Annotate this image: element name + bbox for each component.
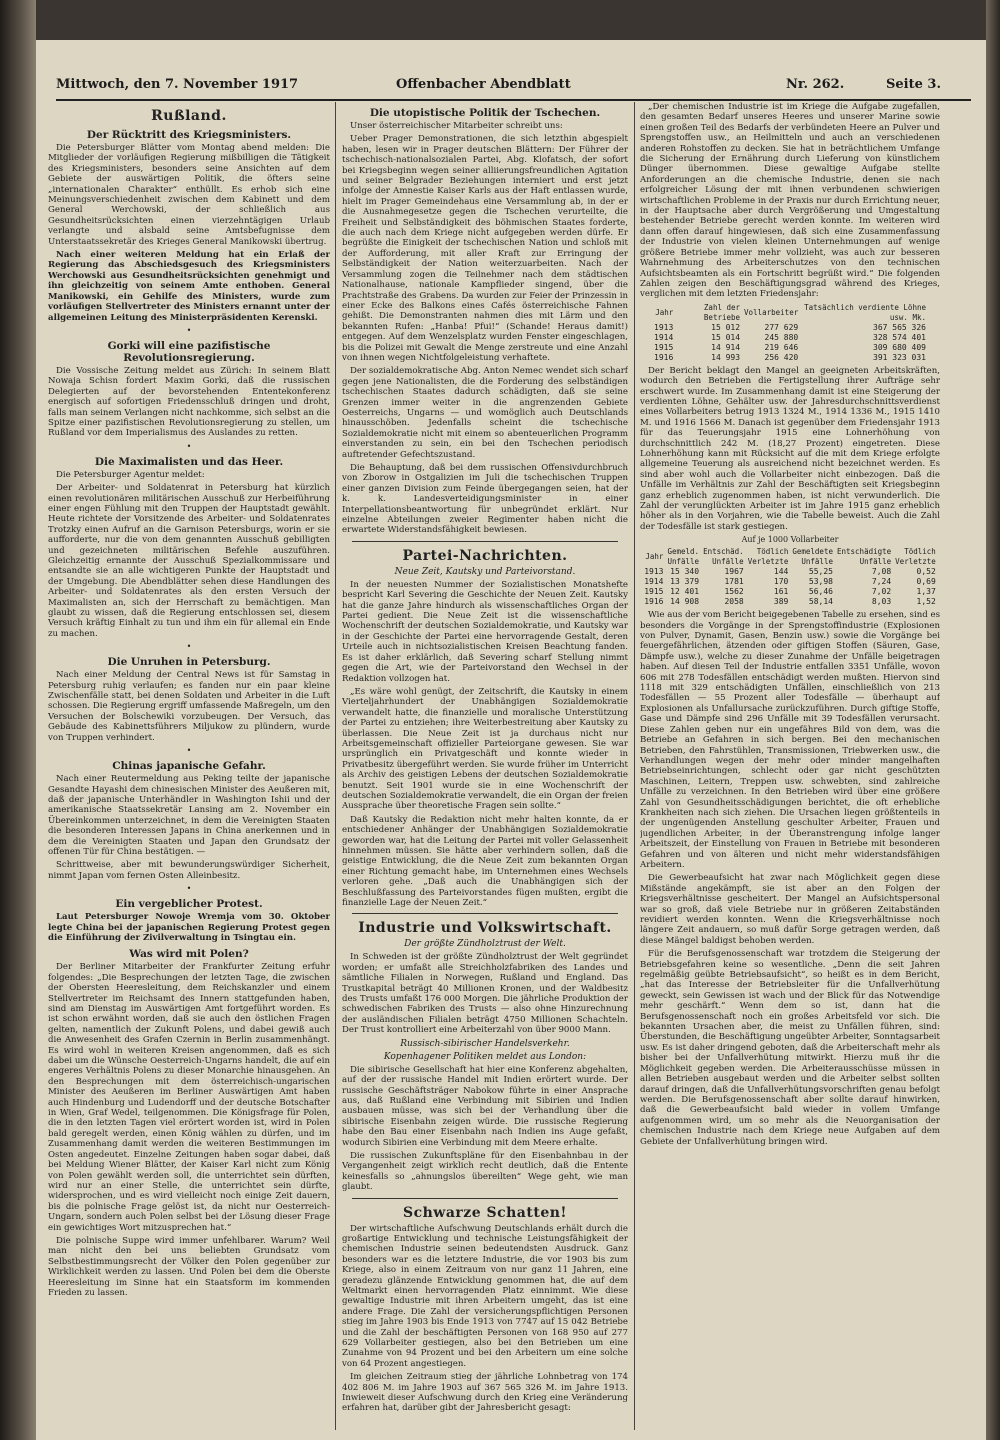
column-rule (634, 102, 635, 1430)
table-cell: 7,24 (871, 577, 892, 587)
table-row (652, 353, 928, 363)
table-row (652, 323, 928, 333)
masthead-paper: Offenbacher Abendblatt (396, 77, 571, 92)
table-header-cell: Entschädigte Unfälle (836, 547, 892, 567)
headline-russland: Rußland. (151, 108, 227, 124)
table-cell: 219 646 (764, 342, 799, 352)
table-row (642, 597, 938, 607)
table-cell: 15 012 (711, 322, 741, 332)
table-cell: 14 908 (670, 597, 700, 607)
paragraph: Unser österreichischer Mitarbeiter schreibt uns: (350, 121, 563, 131)
table-cell: 1,37 (916, 587, 936, 597)
headline-maximalisten: Die Maximalisten und das Heer. (94, 455, 284, 468)
table-cell: 14 993 (711, 352, 741, 362)
headline-unruhen: Die Unruhen in Petersburg. (107, 656, 271, 669)
table-row (642, 587, 938, 597)
table-cell: 56,46 (808, 587, 833, 597)
table-cell: 1914 (654, 332, 674, 342)
headline-polen: Was wird mit Polen? (129, 948, 249, 961)
table-header-cell: Tödlich Verletzte (747, 547, 789, 567)
paragraph: Die Petersburger Blätter vom Montag abend melden: Die Mitglieder der vorläufigen Regierung mißbilligen die Tätigkeit des Kriegsministers, besonders seine Ansichten auf dem Gebiete der auswärtigen Politik, die öfters seine „internationalen Charakter“ enthüllt. Es erhob sich eine Meinungsverschiedenheit zwischen dem Kabinett und dem General Werchowski, der schließlich aus Gesundheitsrücksichten einen vierzehntägigen Urlaub verlangte und alsbald seine Amtsbefugnisse dem Unterstaatssekretär des Krieges General Manikowski übertrug. (48, 143, 330, 247)
paragraph: Der Arbeiter- und Soldatenrat in Petersburg hat kürzlich einen revolutionären militärischen Ausschuß zur Herbeiführung einer engen Fühlung mit den Truppen der Hauptstadt gewählt. Heute richtete der Vorsitzende des Arbeiter- und Soldatenrates Trotzky einen Aufruf an die Garnison Petersburgs, worin er sie aufforderte, nur die von dem genannten Ausschuß gebilligten und gezeichneten militärischen Befehle auszuführen. Gleichzeitig ernannte der Ausschuß Spezialkommissare und entsandte sie an alle wichtigeren Punkte der Hauptstadt und der Umgebung. Die Abendblätter sehen diese Handlungen des Arbeiter- und Soldatenrates als den ersten Versuch der Maximalisten an, sich der Herrschaft zu bemächtigen. Man glaubt zu wissen, daß die Regierung entschlossen sei, diesem Versuch kräftig Einhalt zu tun und ihm ein für allemal ein Ende zu machen. (48, 483, 330, 639)
paragraph: Der wirtschaftliche Aufschwung Deutschlands erhält durch die großartige Entwicklung und technische Leistungsfähigkeit der chemischen Industrie seinen bedeutendsten Ausdruck. Ganz besonders war es die letztere Industrie, die vor 1903 bis zum Kriege, also in einem Zeitraum von nur ganz 11 Jahren, eine geradezu glänzende Entwicklung genommen hat, die auf dem Weltmarkt einen hervorragenden Platz einnimmt. Wie diese gewaltige Industrie mit ihren Arbeitern umgeht, das ist eine andere Frage. Die Zahl der versicherungspflichtigen Personen stieg im Jahre 1903 bis Ende 1913 von 7747 auf 15 042 Betriebe und die Zahl der beschäftigten Personen von 168 950 auf 277 629 Vollarbeiter gestiegen, also bei den Betrieben um eine Zunahme von 94 Prozent und bei den Arbeitern um eine solche von 64 Prozent angestiegen. (342, 1223, 628, 1369)
book-binding (0, 0, 36, 1440)
table-cell: 1781 (724, 577, 744, 587)
paragraph: Die sibirische Gesellschaft hat hier eine Konferenz abgehalten, auf der der russische Handel mit Indien erörtert wurde. Der russische Geschäftsträger Nabokow führte in einer Ansprache aus, daß Rußland eine Verbindung mit Sibirien und Indien ausbauen müsse, was sich bei der Verhandlung über die sibirische Eisenbahn zeigen würde. Die russische Regierung habe den Bau einer Eisenbahn nach Indien ins Auge gefaßt, wodurch Sibirien eine Verbindung mit dem Meere erhalte. (342, 1064, 628, 1148)
table-cell: 245 880 (764, 332, 799, 342)
table-cell: 144 (773, 567, 789, 577)
paragraph: Die Behauptung, daß bei dem russischen Offensivdurchbruch von Zborow in Ostgalizien im Juli die tschechischen Truppen einer ganzen Division zum Feinde übergegangen seien, hat der k. k. Landesverteidigungsminister in einer Interpellationsbeantwortung für unbegründet erklärt. Nur einzelne Abteilungen zweier Regimenter haben nicht die erwartete Widerstandsfähigkeit bewiesen. (342, 463, 628, 536)
table-header-cell: Jahr (655, 307, 674, 317)
headline-tschechen: Die utopistische Politik der Tschechen. (369, 107, 601, 119)
masthead-number: Nr. 262. (786, 77, 845, 92)
paragraph: Nach einer Meldung der Central News ist für Samstag in Petersburg ruhig verlaufen; es fanden nur ein paar kleine Zwischenfälle statt, bei denen Soldaten und Arbeiter in die Luft schossen. Die Regierung ergriff umfassende Maßregeln, um den Versuchen der Bolschewiki vorzubeugen. Der Versuch, das Gebäude des Kabinettsführers Miljukow zu plündern, wurde von Truppen verhindert. (48, 670, 330, 743)
subhead-neue-zeit: Neue Zeit, Kautsky und Parteivorstand. (394, 566, 576, 577)
table-cell: 170 (773, 577, 789, 587)
masthead-date: Mittwoch, den 7. November 1917 (56, 77, 299, 92)
paragraph: Der Bericht beklagt den Mangel an geeigneten Arbeitskräften, wodurch den Betrieben die Fertigstellung ihrer Aufträge sehr erschwert wurde. Im Zusammenhang damit ist eine Steigerung der verdienten Löhne, Gehälter usw. der Jahresdurchschnittsverdienst eines Vollarbeiters betrug 1913 1324 M., 1914 1336 M., 1915 1410 M. und 1916 1566 M. Danach ist gegenüber dem Friedensjahr 1913 für das Teuerungsjahr 1915 eine Lohnerhöhung von durchschnittlich 242 M. (18,27 Prozent) eingetreten. Diese Lohnerhöhung kann mit Rücksicht auf die mit dem Kriege erfolgte allgemeine Teuerung als ausreichend nicht bezeichnet werden. Es sind aber wohl auch die Vollarbeiter nicht einbezogen. Daß die Unfälle im Verhältnis zur Zahl der Beschäftigten seit Kriegsbeginn ganz erheblich zugenommen haben, ist nicht verwunderlich. Die Zahl der verunglückten Arbeiter ist im Jahre 1915 ganz erheblich höher als in den Vorjahren, wie die Tabelle beweist. Auch die Zahl der Todesfälle ist stark gestiegen. (640, 365, 940, 532)
table-cell: 1967 (724, 567, 744, 577)
paragraph: Der sozialdemokratische Abg. Anton Nemec wendet sich scharf gegen jene Nationalisten, die die Forderung des selbständigen tschechischen Staates dadurch schädigten, daß sie seine Grenzen immer weiter in die angrenzenden Gebiete Oesterreichs, Ungarns — und womöglich auch Deutschlands hinausschöben. Jedenfalls scheint die tschechische Sozialdemokratie nicht mit einem so abenteuerlichen Programm einverstanden zu sein, ein bei den Tschechen periodisch auftretender Gefechtszustand. (342, 366, 628, 460)
table-cell: 256 420 (764, 352, 799, 362)
table-cell: 55,25 (808, 567, 833, 577)
column-3 (640, 102, 940, 1430)
divider-star: • (186, 441, 192, 451)
table-row (652, 333, 928, 343)
table-cell: 1562 (724, 587, 744, 597)
table-caption: Auf je 1000 Vollarbeiter (741, 535, 839, 545)
subhead-kopenhagen: Kopenhagener Politiken meldet aus London: (383, 1051, 587, 1062)
table-cell: 13 379 (670, 577, 700, 587)
paragraph: „Der chemischen Industrie ist im Kriege die Aufgabe zugefallen, den gesamten Bedarf unseres Heeres und unserer Marine sowie einen großen Teil des Bedarfs der verbündeten Heere an Pulver und Sprengstoffen usw., an Heilmitteln und auch an verschiedenen anderen Rohstoffen zu decken. Sie hat in beträchtlichem Umfange die Sicherung der Ernährung durch Lieferung von künstlichem Dünger übernommen. Diese gewaltige Aufgabe stellte Anforderungen an die chemische Industrie, denen sie nach erfolgreicher Lösung der mit ihnen verbundenen schwierigen wirtschaftlichen Probleme in der Praxis nur durch Errichtung neuer, in der Hauptsache aber durch Vergrößerung und Umgestaltung bestehender Betriebe gerecht werden konnte. Im weiteren wird dann offen darauf hingewiesen, daß sich eine Zusammenfassung der Industrie von vielen kleinen Unternehmungen auf wenige größere Betriebe immer mehr vollzieht, was auch zur besseren Wahrnehmung des Arbeiterschutzes von den technischen Aufsichtsbeamten als ein Fortschritt begrüßt wird.“ Die folgenden Zahlen zeigen den Beschäftigungsgrad während des Krieges, verglichen mit dem letzten Friedensjahr: (640, 102, 940, 300)
table-cell: 58,14 (808, 597, 833, 607)
newspaper-page (36, 40, 986, 1440)
table-cell: 328 574 401 (873, 332, 926, 342)
column-1 (48, 102, 330, 1430)
paragraph: Nach einer Reutermeldung aus Peking teilte der japanische Gesandte Hayashi dem chinesischen Minister des Aeußeren mit, daß der japanische Unterhändler in Washington Ishii und der amerikanische Staatssekretär Lansing am 2. November ein Übereinkommen unterzeichnet, in dem die Vereinigten Staaten die besonderen Interessen Japans in China anerkennen und in dem die Vereinigten Staaten und Japan den Grundsatz der offenen Tür für China bestätigen. — (48, 774, 330, 857)
table-cell: 7,02 (871, 587, 892, 597)
table-header-cell: Tödlich Verletzte (895, 547, 936, 567)
divider-line (352, 1198, 618, 1199)
paragraph: Ueber Prager Demonstrationen, die sich letzthin abgespielt haben, lesen wir in Prager deutschen Blättern: Der Führer der tschechisch-nationalsozialen Partei, Abg. Klofatsch, der sofort bei Kriegsbeginn wegen seiner alliierungsfreundlichen Agitation und seiner Belgrader Beziehungen interniert und erst jetzt infolge der Amnestie Kaiser Karls aus der Haft entlassen wurde, hielt im Prager Gemeindehaus eine Versammlung ab, in der er die Ausnahmegesetze gegen die Tschechen verurteilte, die Freiheit und Selbständigkeit des böhmischen Staates forderte, die auch nach dem Kriege nicht aufgegeben werden dürfe. Er begrüßte die Einigkeit der tschechischen Nation und schloß mit der Aufforderung, mit aller Kraft zur Erringung der Selbständigkeit der Nation weiterzuarbeiten. Nach der Versammlung zogen die Teilnehmer nach dem städtischen Nationalhause, nationale Kampflieder singend, über die Prachtstraße des Grabens. Da wurden zur Feier der Prinzessin in einer Ecke des Balkons eines Cafés österreichische Fahnen gehißt. Die Demonstranten nahmen dies mit Lärm und den bekannten Rufen: „Hanba! Pfui!“ (Schande! Heraus damit!) entgegen. Auf dem Wenzelsplatz wurden Fenster eingeschlagen, bis die Polizei mit Gewalt die Menge zerstreute und eine Anzahl von ihnen wegen Nichtfolgeleistung verhaftete. (342, 134, 628, 363)
headline-china: Chinas japanische Gefahr. (112, 760, 266, 773)
paragraph: Für die Berufsgenossenschaft war trotzdem die Steigerung der Betriebsgefahren keine so wesentliche. „Denn die seit Jahren regelmäßig geübte Betriebsaufsicht“, so heißt es in dem Bericht, „hat das Interesse der Betriebsleiter für die Unfallverhütung geweckt, sein Gewissen ist wach und der Blick für das Notwendige mehr geschärft.“ Wenn dem so ist, dann hat die Berufsgenossenschaft noch ein großes Arbeitsfeld vor sich. Die bekannten Ursachen aber, die meist zu Unfällen führen, sind: Überstunden, die Beschäftigung ungeübter Arbeiter, Sonntagsarbeit usw. Es ist daher dringend geboten, daß die Arbeiterschaft mehr als bisher bei der Unfallverhütung mitwirkt. Hierzu muß ihr die Möglichkeit gegeben werden. Die Arbeiterausschüsse müssen in allen Betrieben ausgebaut werden und die Arbeiter selbst sollten darauf dringen, daß die Unfallverhütungsvorschriften genau befolgt werden. Die Berufsgenossenschaft aber sollte darauf hinwirken, daß die Gewerbeaufsicht bald wieder in vollem Umfange aufgenommen wird, um so mehr als die Neuorganisation der chemischen Industrie nach dem Kriege neue Aufgaben auf dem Gebiete der Unfallverhütung bringen wird. (640, 949, 940, 1147)
divider-star: • (186, 884, 192, 894)
table-cell: 389 (773, 597, 789, 607)
divider-star: • (186, 325, 192, 335)
table-cell: 15 014 (711, 332, 741, 342)
table-cell: 1913 (644, 567, 664, 577)
paragraph: Schrittweise, aber mit bewunderungswürdiger Sicherheit, nimmt Japan vom fernen Osten Alleinbesitz. (48, 860, 330, 881)
headline-protest: Ein vergeblicher Protest. (115, 898, 263, 911)
paragraph: Die russischen Zukunftspläne für den Eisenbahnbau in der Vergangenheit zeigt wirklich recht deutlich, daß die Entente keinesfalls so „ahnungslos übereilten“ Wege geht, wie man glaubt. (342, 1150, 628, 1193)
paragraph: „Es wäre wohl genügt, der Zeitschrift, die Kautsky in einem Vierteljahrhundert der Unabhängigen Sozialdemokratie verwandelt hatte, die finanzielle und moralische Unterstützung der Partei zu entziehen; ihre Weiterbestreitung aber Kautsky zu überlassen. Die Neue Zeit ist ja durchaus nicht nur Arbeitsgemeinschaft offizieller Parteiorgane gewesen. Sie war ursprünglich ein Privatgeschäft und konnte wieder in Privatbesitz übergeführt werden. Sie wurde früher im Unterricht als Archiv des geistigen Lebens der deutschen Sozialdemokratie benutzt. Seit 1901 wurde sie in eine Wochenschrift der deutschen Sozialdemokratie verwandelt, die ein Organ der freien Aussprache über theoretische Fragen sein sollte.“ (342, 686, 628, 812)
table-cell: 14 914 (711, 342, 741, 352)
table-cell: 1,52 (916, 597, 936, 607)
headline-industrie: Industrie und Volkswirtschaft. (358, 920, 612, 937)
page-edge (986, 0, 1000, 1440)
subhead-ruecktritt: Der Rücktritt des Kriegsministers. (86, 129, 292, 141)
table-cell: 0,52 (916, 567, 936, 577)
subhead-sibirisch: Russisch-sibirischer Handelsverkehr. (400, 1038, 570, 1049)
table-header-cell: Gemeld. Unfälle (667, 547, 700, 567)
table-cell: 1916 (654, 352, 674, 362)
table-cell: 1915 (644, 587, 664, 597)
table-unfaelle (642, 547, 938, 607)
table-cell: 8,03 (871, 597, 892, 607)
paragraph: Die Vossische Zeitung meldet aus Zürich: In seinem Blatt Nowaja Schisn fordert Maxim Gorki, daß die russischen Delegierten auf der bevorstehenden Ententekonferenz energisch auf sofortigen Friedensschluß dringen und droht, falls man seinem Verlangen nicht nachkomme, sich selbst an die Spitze einer pazifistischen Revolutionsregierung zu stellen, um Rußland vor dem Imperialismus des Auslandes zu retten. (48, 365, 330, 439)
column-rule (335, 102, 336, 1430)
paragraph: Die Gewerbeaufsicht hat zwar nach Möglichkeit gegen diese Mißstände angekämpft, sie ist aber an den Folgen der Kriegsverhältnisse gescheitert. Der Mangel an Aufsichtspersonal war so groß, daß viele Betriebe nur in größeren Zeitabständen revidiert werden konnten. Wenn die Kriegsverhältnisse noch längere Zeit andauern, so muß dafür Sorge getragen werden, daß diese Mängel baldigst behoben werden. (640, 873, 940, 946)
table-header-cell: Jahr (645, 552, 664, 562)
table-cell: 7,08 (871, 567, 892, 577)
table-header-cell: Gemeldete Unfälle (792, 547, 833, 567)
table-row (652, 343, 928, 353)
paragraph: In Schweden ist der größte Zündholztrust der Welt gegründet worden; er umfaßt alle Streichholzfabriken des Landes und sämtliche Filialen in Norwegen, Rußland und England. Das Trustkapital beträgt 40 Millionen Kronen, und der Waldbesitz des Trusts umfaßt 176 000 Morgen. Die jährliche Produktion der schwedischen Fabriken des Trusts — also ohne Hinzurechnung der ausländischen Filialen beträgt 4750 Millionen Schachteln. Der Trust kontrolliert eine Arbeiterzahl von über 9000 Mann. (342, 952, 628, 1036)
paragraph: In der neuesten Nummer der Sozialistischen Monatshefte bespricht Karl Severing die Geschichte der Neuen Zeit. Kautsky hat die ganze Jahre hindurch als wissenschaftliches Organ der Partei gedient. Die Neue Zeit ist die wissenschaftliche Wochenschrift der deutschen Sozialdemokratie, und Kautsky war in der Geschichte der Partei eine hervorragende Gestalt, deren Urteile auch in nichtsozialistischen Kreisen Beachtung fanden. Es ist daher erklärlich, daß Severing scharf Stellung nimmt gegen die Art, wie der Parteivorstand den Wechsel in der Redaktion vollzogen hat. (342, 579, 628, 684)
divider-line (352, 913, 618, 914)
table-betriebe (652, 303, 928, 363)
masthead-page: Seite 3. (886, 77, 941, 92)
table-row (642, 567, 938, 577)
divider-star: • (186, 746, 192, 756)
masthead (56, 75, 971, 101)
table-cell: 277 629 (764, 322, 799, 332)
headline-partei: Partei-Nachrichten. (402, 547, 568, 564)
column-2 (342, 102, 628, 1430)
table-cell: 1916 (644, 597, 664, 607)
paragraph: Laut Petersburger Nowoje Wremja vom 30. Oktober legte China bei der japanischen Regierung Protest gegen die Einführung der Zivilverwaltung in Tsingtau ein. (48, 912, 330, 943)
headline-schwarze-schatten: Schwarze Schatten! (402, 1204, 568, 1221)
table-cell: 309 680 409 (873, 342, 926, 352)
table-cell: 391 323 031 (873, 352, 926, 362)
paragraph: Die Petersburger Agentur meldet: (56, 469, 205, 480)
table-cell: 161 (773, 587, 789, 597)
paragraph: Der Berliner Mitarbeiter der Frankfurter Zeitung erfuhr folgendes: „Die Besprechungen der letzten Tage, die zwischen der Obersten Heeresleitung, dem Reichskanzler und einem Stellvertreter im Reichsamt des Innern stattgefunden haben, sind am Dienstag im Auswärtigen Amt fortgeführt worden. Es ist schon erwähnt worden, daß sie auch den östlichen Fragen gelten, namentlich der Zukunft Polens, und dabei gewiß auch die Anwesenheit des Grafen Czernin in Berlin zusammenhängt. Es wird wohl in weiteren Kreisen angenommen, daß es sich dabei um die Wünsche Oesterreich-Ungarns handelt, die auf ein engeres Verhältnis Polens zu dieser Monarchie hinausgehen. An den Besprechungen mit dem österreichisch-ungarischen Minister des Aeußeren im Berliner Auswärtigen Amt haben auch Hindenburg und Ludendorff und der deutsche Botschafter in Wien, Graf Wedel, teilgenommen. Die Königsfrage für Polen, die in den letzten Tagen viel erörtert worden ist, wird in Polen bald geregelt werden, einen König wählen zu dürfen, und im Zusammenhang damit werden die weiteren Bestimmungen im Osten angedeutet. Einzelne Zeitungen haben sogar dabei, daß bei Meldung Wiener Blätter, der Kaiser Karl nicht zum König von Polen gewählt werden soll, die unterrichtet sein dürften, wird nur an einer Stelle, die unterrichtet sein dürfte, widersprochen, und es wird vielleicht noch einige Zeit dauern, bis die polnische Frage gelöst ist, da nicht nur Oesterreich-Ungarn, sondern auch Polen selbst bei der Lösung dieser Frage ein gewichtiges Wort mitzusprechen hat.“ (48, 962, 330, 1233)
divider-line (352, 541, 618, 542)
table-cell: 15 340 (670, 567, 700, 577)
table-cell: 53,98 (808, 577, 833, 587)
divider-star: • (186, 642, 192, 652)
table-header-cell: Zahl der Betriebe (703, 302, 741, 322)
table-cell: 0,69 (916, 577, 936, 587)
table-cell: 1915 (654, 342, 674, 352)
table-cell: 1914 (644, 577, 664, 587)
paragraph: Daß Kautsky die Redaktion nicht mehr halten konnte, da er entschiedener Anhänger der Unabhängigen Sozialdemokratie geworden war, hat die Leitung der Partei mit voller Gelassenheit hinnehmen müssen. Sie hätte aber verhindern sollen, daß die geistige Entwicklung, die die Neue Zeit zum bekannten Organ einer Richtung gemacht habe, im Unternehmen eines Wechsels verloren gehe. „Daß auch die Unabhängigen sich der Beschlußfassung des Parteivorstandes fügen mußten, ergibt die finanzielle Lage der Neuen Zeit.“ (342, 814, 628, 909)
subhead-zuendholz: Der größte Zündholztrust der Welt. (404, 939, 566, 950)
paragraph: Die polnische Suppe wird immer unfehlbarer. Warum? Weil man nicht den bei uns beliebten Grundsatz vom Selbstbestimmungsrecht der Völker den Polen gegenüber zur Wirklichkeit werden zu lassen. Und Polen bei dem die Oberste Heeresleitung im Sinne hat ein Staatsform im kommenden Frieden zu lassen. (48, 1235, 330, 1298)
table-header-cell: Tatsächlich verdiente Löhne usw. Mk. (804, 302, 926, 322)
table-cell: 2058 (724, 597, 744, 607)
paragraph: Nach einer weiteren Meldung hat ein Erlaß der Regierung das Abschiedsgesuch des Kriegsministers Werchowski aus Gesundheitsrücksichten genehmigt und ihn gleichzeitig von seinem Amte enthoben. General Manikowski, ein Gehilfe des Ministers, wurde zum vorläufigen Stellvertreter des Ministers ernannt unter der allgemeinen Leitung des Ministerpräsidenten Kerenski. (48, 250, 330, 323)
table-cell: 12 401 (670, 587, 700, 597)
paragraph: Wie aus der vom Bericht beigegebenen Tabelle zu ersehen, sind es besonders die Vorgänge in der Sprengstoffindustrie (Explosionen von Pulver, Dynamit, Gasen, Benzin usw.) sowie die Vorgänge bei feuergefährlichen, ätzenden oder giftigen Stoffen (Säuren, Gase, Dämpfe usw.), welche zu dieser Zunahme der Unfälle beigetragen haben. Auf diesen Teil der Industrie entfallen 3351 Unfälle, wovon 606 mit 278 Todesfällen entschädigt werden mußten. Hiervon sind 1118 mit 329 entschädigten Unfällen, einschließlich von 213 Todesfällen — 55 Prozent aller Todesfälle — überhaupt auf Explosionen als Unfallursache zurückzuführen. Durch giftige Stoffe, Gase und Dämpfe sind 296 Unfälle mit 39 Todesfällen verursacht. Diese Zahlen geben nur ein ungefähres Bild von dem, was die Betriebe an Gefahren in sich bergen. Bei den mechanischen Betrieben, den Fahrstühlen, Transmissionen, Triebwerken usw., die Verhandlungen wegen der mehr oder minder mangelhaften Betriebseinrichtungen, schlecht oder gar nicht geschützten Maschinen, Leitern, Treppen usw. schwebten, sind zahlreiche Unfälle zu verzeichnen. In den Betrieben wird über eine größere Zahl von Gesundheitsschädigungen berichtet, die oft erhebliche Krankheiten nach sich ziehen. Die Ursachen liegen größtenteils in der ungenügenden Anstellung geschulter Arbeiter, Frauen und jugendlichen Arbeiter, in der Überanstrengung infolge langer Arbeitszeit, der Einstellung von Frauen in Betriebe mit besonderen Gefahren und von älteren und nicht mehr widerstandsfähigen Arbeitern. (640, 610, 940, 870)
paragraph: Im gleichen Zeitraum stieg der jährliche Lohnbetrag von 174 402 806 M. im Jahre 1903 auf 367 565 326 M. im Jahre 1913. Inwieweit dieser Aufschwung durch den Krieg eine Veränderung erfahren hat, darüber gibt der Jahresbericht gesagt: (342, 1372, 628, 1414)
table-cell: 367 565 326 (873, 322, 926, 332)
headline-gorki: Gorki will eine pazifistische Revolutionsregierung. (107, 339, 271, 364)
table-header-cell: Entschäd. Unfälle (703, 547, 744, 567)
table-row (642, 577, 938, 587)
table-cell: 1913 (654, 322, 674, 332)
table-header-cell: Vollarbeiter (744, 307, 799, 317)
